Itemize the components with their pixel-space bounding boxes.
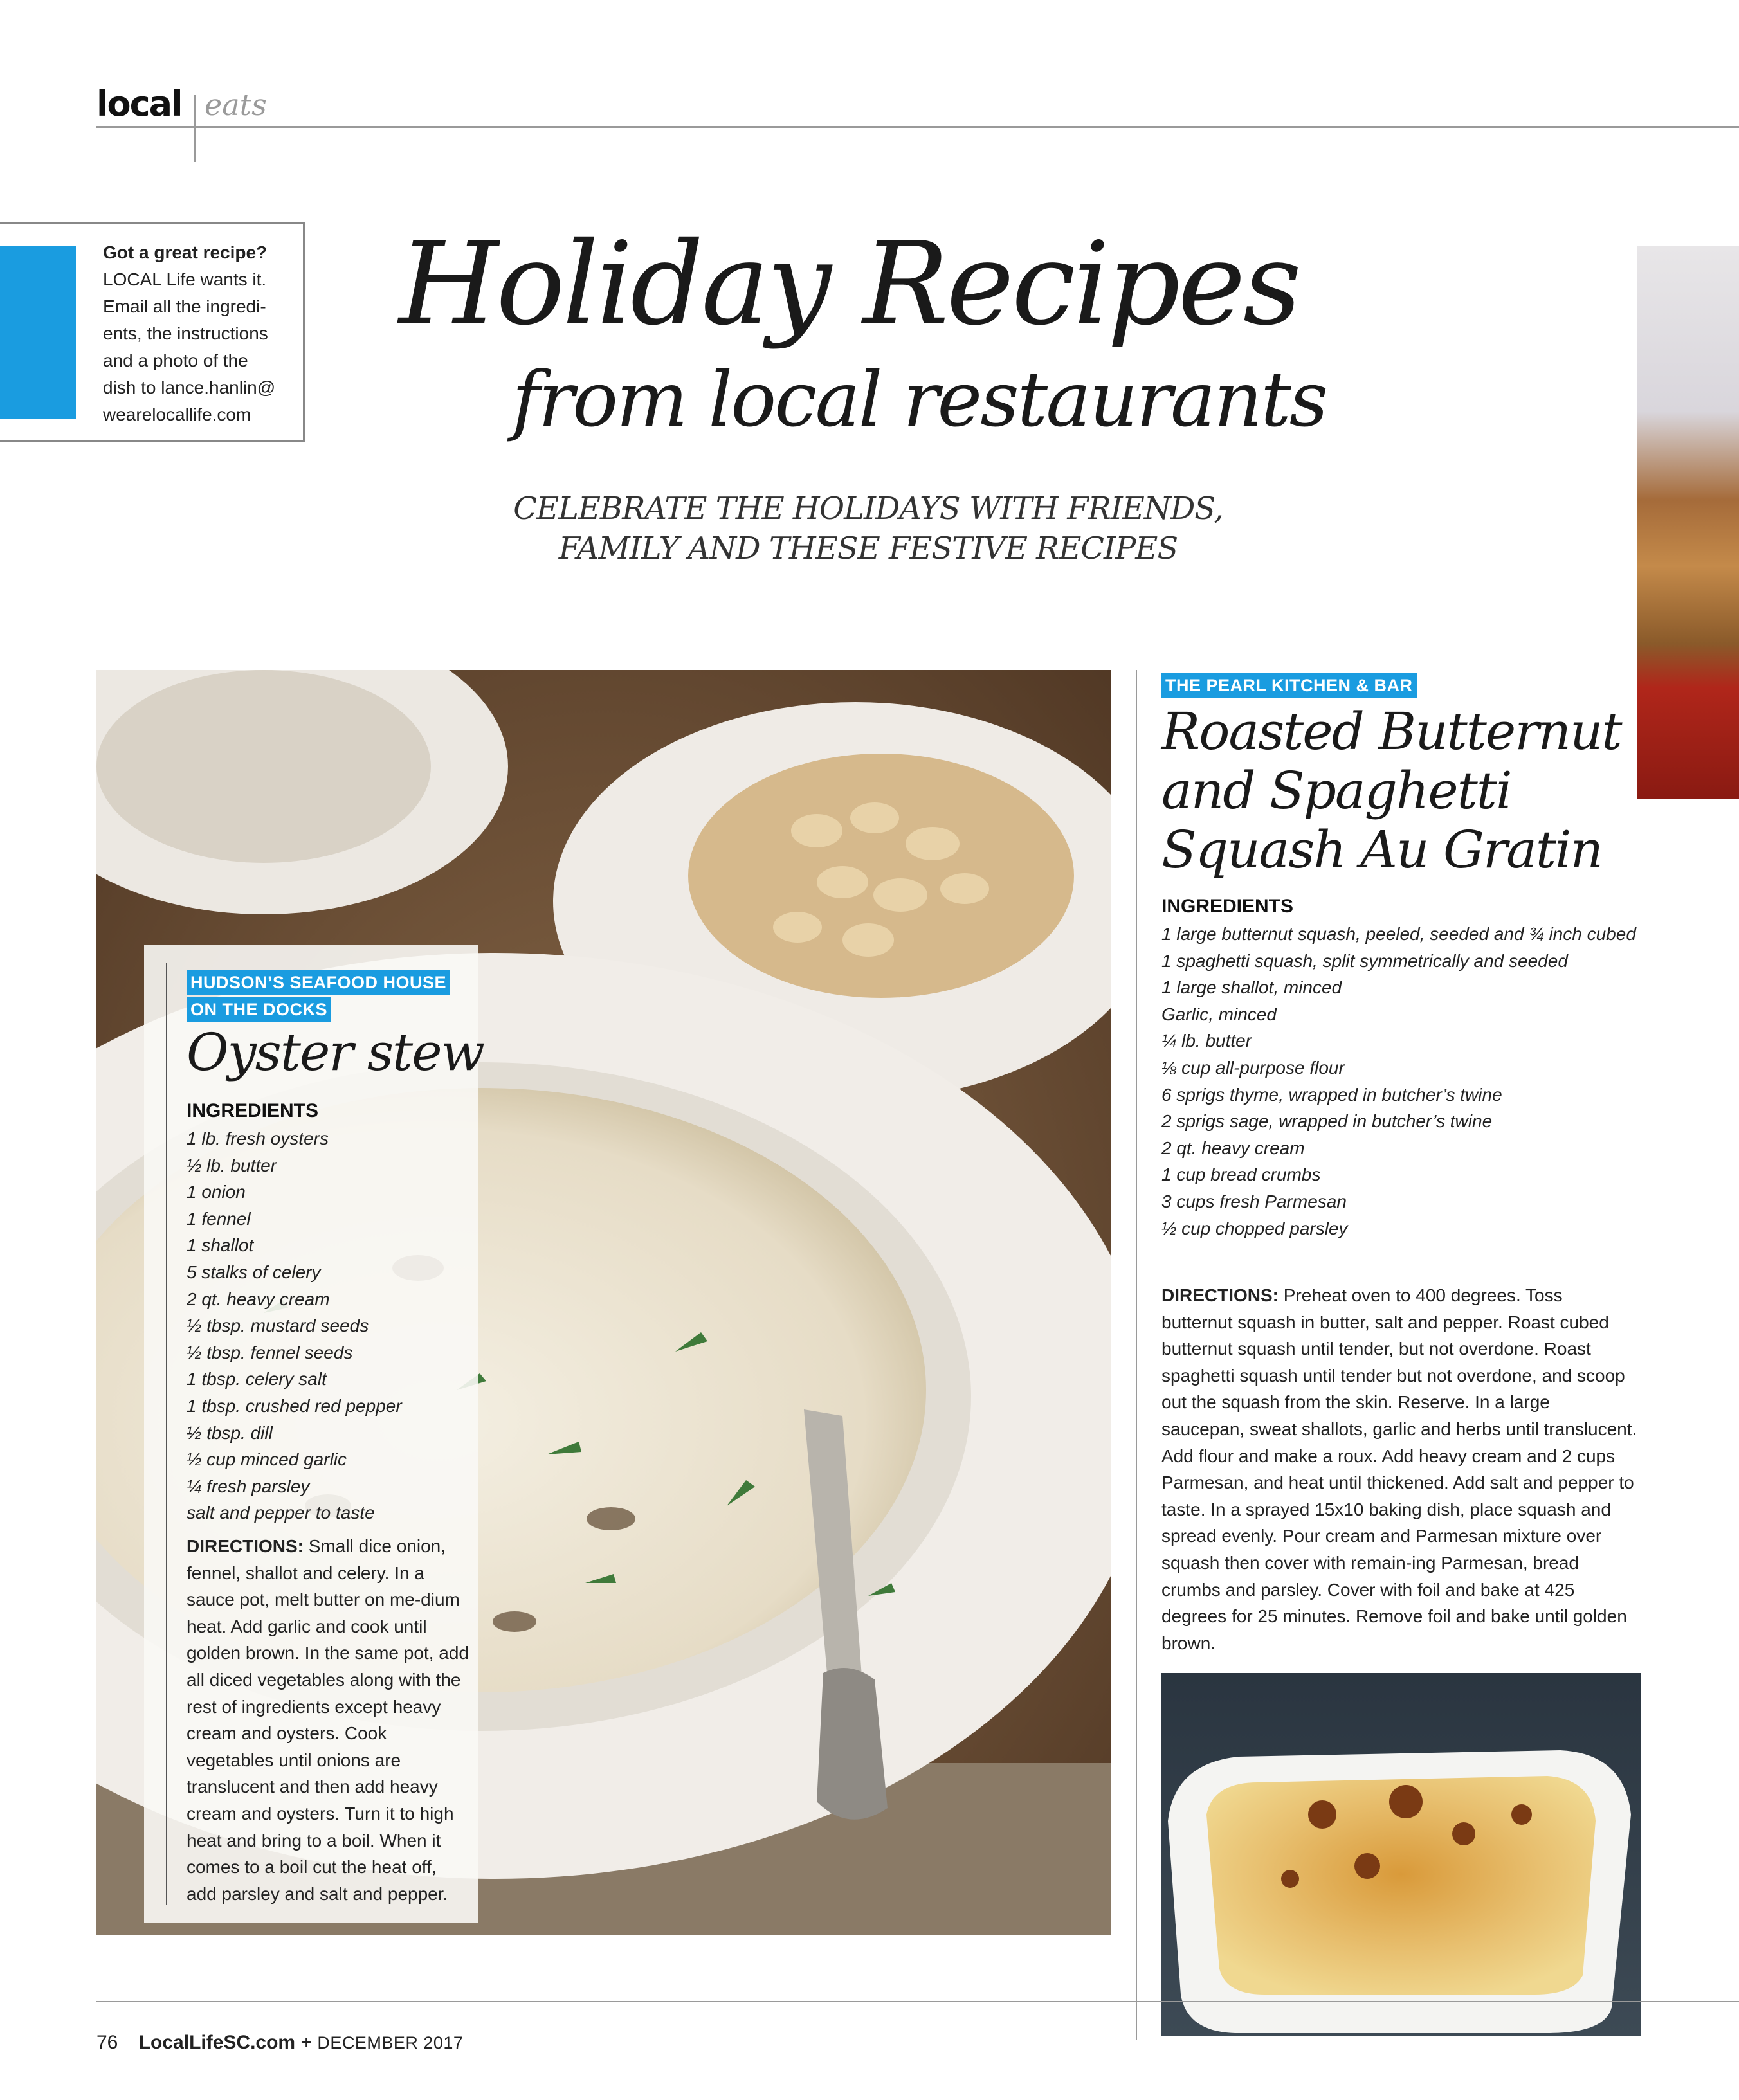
page-title: Holiday Recipes (399, 217, 1300, 350)
ingredient-item: ½ cup chopped parsley (1161, 1218, 1348, 1238)
directions-label: DIRECTIONS: (187, 1536, 304, 1556)
ingredient-item: 1 large butternut squash, peeled, seeded and ¾ inch cubed (1161, 924, 1636, 944)
footer-divider (1136, 2001, 1137, 2040)
directions-body: Preheat oven to 400 degrees. Toss butternut squash in butter, salt and pepper. Roast cubed butternut squash until tender, but not overdone. Roast spaghetti squash until tender but not overdone, and scoop out the squash from the skin. Reserve. In a large saucepan, sweat shallots, garlic and herbs until translucent. Add flour and make a roux. Add heavy cream and 2 cups Parmesan, and heat until thickened. Add salt and pepper to taste. In a sprayed 15x10 baking dish, place squash and spread evenly. Pour cream and Parmesan mixture over squash then cover with remain-ing Parmesan, bread crumbs and parsley. Cover with foil and bake at 425 degrees for 25 minutes. Remove foil and bake until golden brown. (1161, 1285, 1637, 1653)
recipe-title: Oyster stew (187, 1022, 484, 1082)
ingredient-item: 1 spaghetti squash, split symmetrically and seeded (1161, 950, 1568, 971)
restaurant-tag (1161, 673, 1417, 698)
ingredient-item: 1 fennel (187, 1208, 251, 1229)
recipe-callout-text (103, 239, 296, 428)
ingredient-item: ½ lb. butter (187, 1155, 277, 1175)
ingredients-list (187, 1097, 469, 1526)
ingredient-item: 2 sprigs sage, wrapped in butcher’s twine (1161, 1111, 1493, 1132)
page-deck (450, 489, 1286, 568)
ingredient-item: 2 qt. heavy cream (187, 1289, 330, 1309)
deck-line: FAMILY AND THESE FESTIVE RECIPES (558, 530, 1178, 566)
callout-line: and a photo of the (103, 350, 248, 370)
page-number: 76 (96, 2032, 118, 2053)
ingredient-item: ½ tbsp. fennel seeds (187, 1342, 353, 1362)
ingredient-item: 3 cups fresh Parmesan (1161, 1191, 1347, 1211)
footer-rule (96, 2001, 1739, 2002)
directions-text (1161, 1282, 1637, 1656)
callout-heading: Got a great recipe? (103, 242, 268, 262)
callout-email-line[interactable]: dish to lance.hanlin@ (103, 377, 276, 397)
ingredient-item: 6 sprigs thyme, wrapped in butcher’s twine (1161, 1084, 1502, 1105)
deck-line: CELEBRATE THE HOLIDAYS WITH FRIENDS, (513, 491, 1223, 527)
header-rule (96, 126, 1739, 128)
callout-line: Email all the ingredi- (103, 296, 266, 316)
issue-date: DECEMBER 2017 (317, 2033, 464, 2052)
ingredient-item: salt and pepper to taste (187, 1503, 375, 1523)
restaurant-name-line: HUDSON’S SEAFOOD HOUSE (187, 970, 450, 995)
ingredient-item: ⅛ cup all-purpose flour (1161, 1057, 1345, 1078)
callout-email-line[interactable]: wearelocallife.com (103, 404, 251, 424)
ingredient-item: 1 shallot (187, 1235, 254, 1256)
restaurant-tag (187, 970, 450, 1024)
gratin-illustration (1161, 1673, 1641, 2036)
recipe-title: Roasted Butternut and Spaghetti Squash Au Gratin (1161, 702, 1621, 880)
ingredient-item: Garlic, minced (1161, 1004, 1277, 1024)
callout-accent-bar (0, 246, 76, 419)
ingredient-item: 5 stalks of celery (187, 1262, 321, 1282)
ingredients-heading: INGREDIENTS (1161, 896, 1294, 917)
directions-text (187, 1533, 469, 1907)
ingredient-item: ½ cup minced garlic (187, 1449, 347, 1470)
ingredient-item: 1 lb. fresh oysters (187, 1128, 329, 1148)
ingredients-list (1161, 892, 1637, 1242)
page-footer (96, 2032, 463, 2054)
ingredient-item: 1 onion (187, 1182, 246, 1202)
ingredient-item: 1 tbsp. celery salt (187, 1369, 327, 1389)
page-subtitle: from local restaurants (512, 355, 1327, 444)
website-link[interactable]: LocalLifeSC.com (138, 2032, 296, 2053)
ingredient-item: ½ tbsp. dill (187, 1422, 273, 1443)
squash-gratin-photo (1161, 1673, 1641, 2036)
ingredients-heading: INGREDIENTS (187, 1100, 319, 1121)
ingredient-item: ¼ fresh parsley (187, 1476, 310, 1496)
restaurant-name-line: ON THE DOCKS (187, 997, 331, 1022)
subsection-label: eats (205, 87, 267, 122)
callout-line: LOCAL Life wants it. (103, 269, 267, 289)
column-divider (1136, 670, 1137, 2040)
directions-body: Small dice onion, fennel, shallot and celery. In a sauce pot, melt butter on me-dium heat. Add garlic and cook until golden brown. In the same pot, add all diced vegetables along with the rest of ingredients except heavy cream and oysters. Cook vegetables until onions are translucent and then add heavy cream and oysters. Turn it to high heat and bring to a boil. When it comes to a boil cut the heat off, add parsley and salt and pepper. (187, 1536, 469, 1904)
header-divider (194, 95, 196, 162)
ingredient-item: 1 cup bread crumbs (1161, 1164, 1321, 1185)
footer-separator: + (300, 2032, 312, 2053)
ingredient-item: 1 tbsp. crushed red pepper (187, 1395, 402, 1416)
callout-line: ents, the instructions (103, 323, 268, 343)
section-label: local (96, 84, 182, 124)
directions-label: DIRECTIONS: (1161, 1285, 1279, 1305)
panel-rule (166, 963, 167, 1905)
ingredient-item: ¼ lb. butter (1161, 1031, 1252, 1051)
restaurant-name: THE PEARL KITCHEN & BAR (1161, 673, 1417, 698)
ingredient-item: 1 large shallot, minced (1161, 977, 1342, 998)
ingredient-item: 2 qt. heavy cream (1161, 1137, 1305, 1158)
ingredient-item: ½ tbsp. mustard seeds (187, 1316, 369, 1336)
